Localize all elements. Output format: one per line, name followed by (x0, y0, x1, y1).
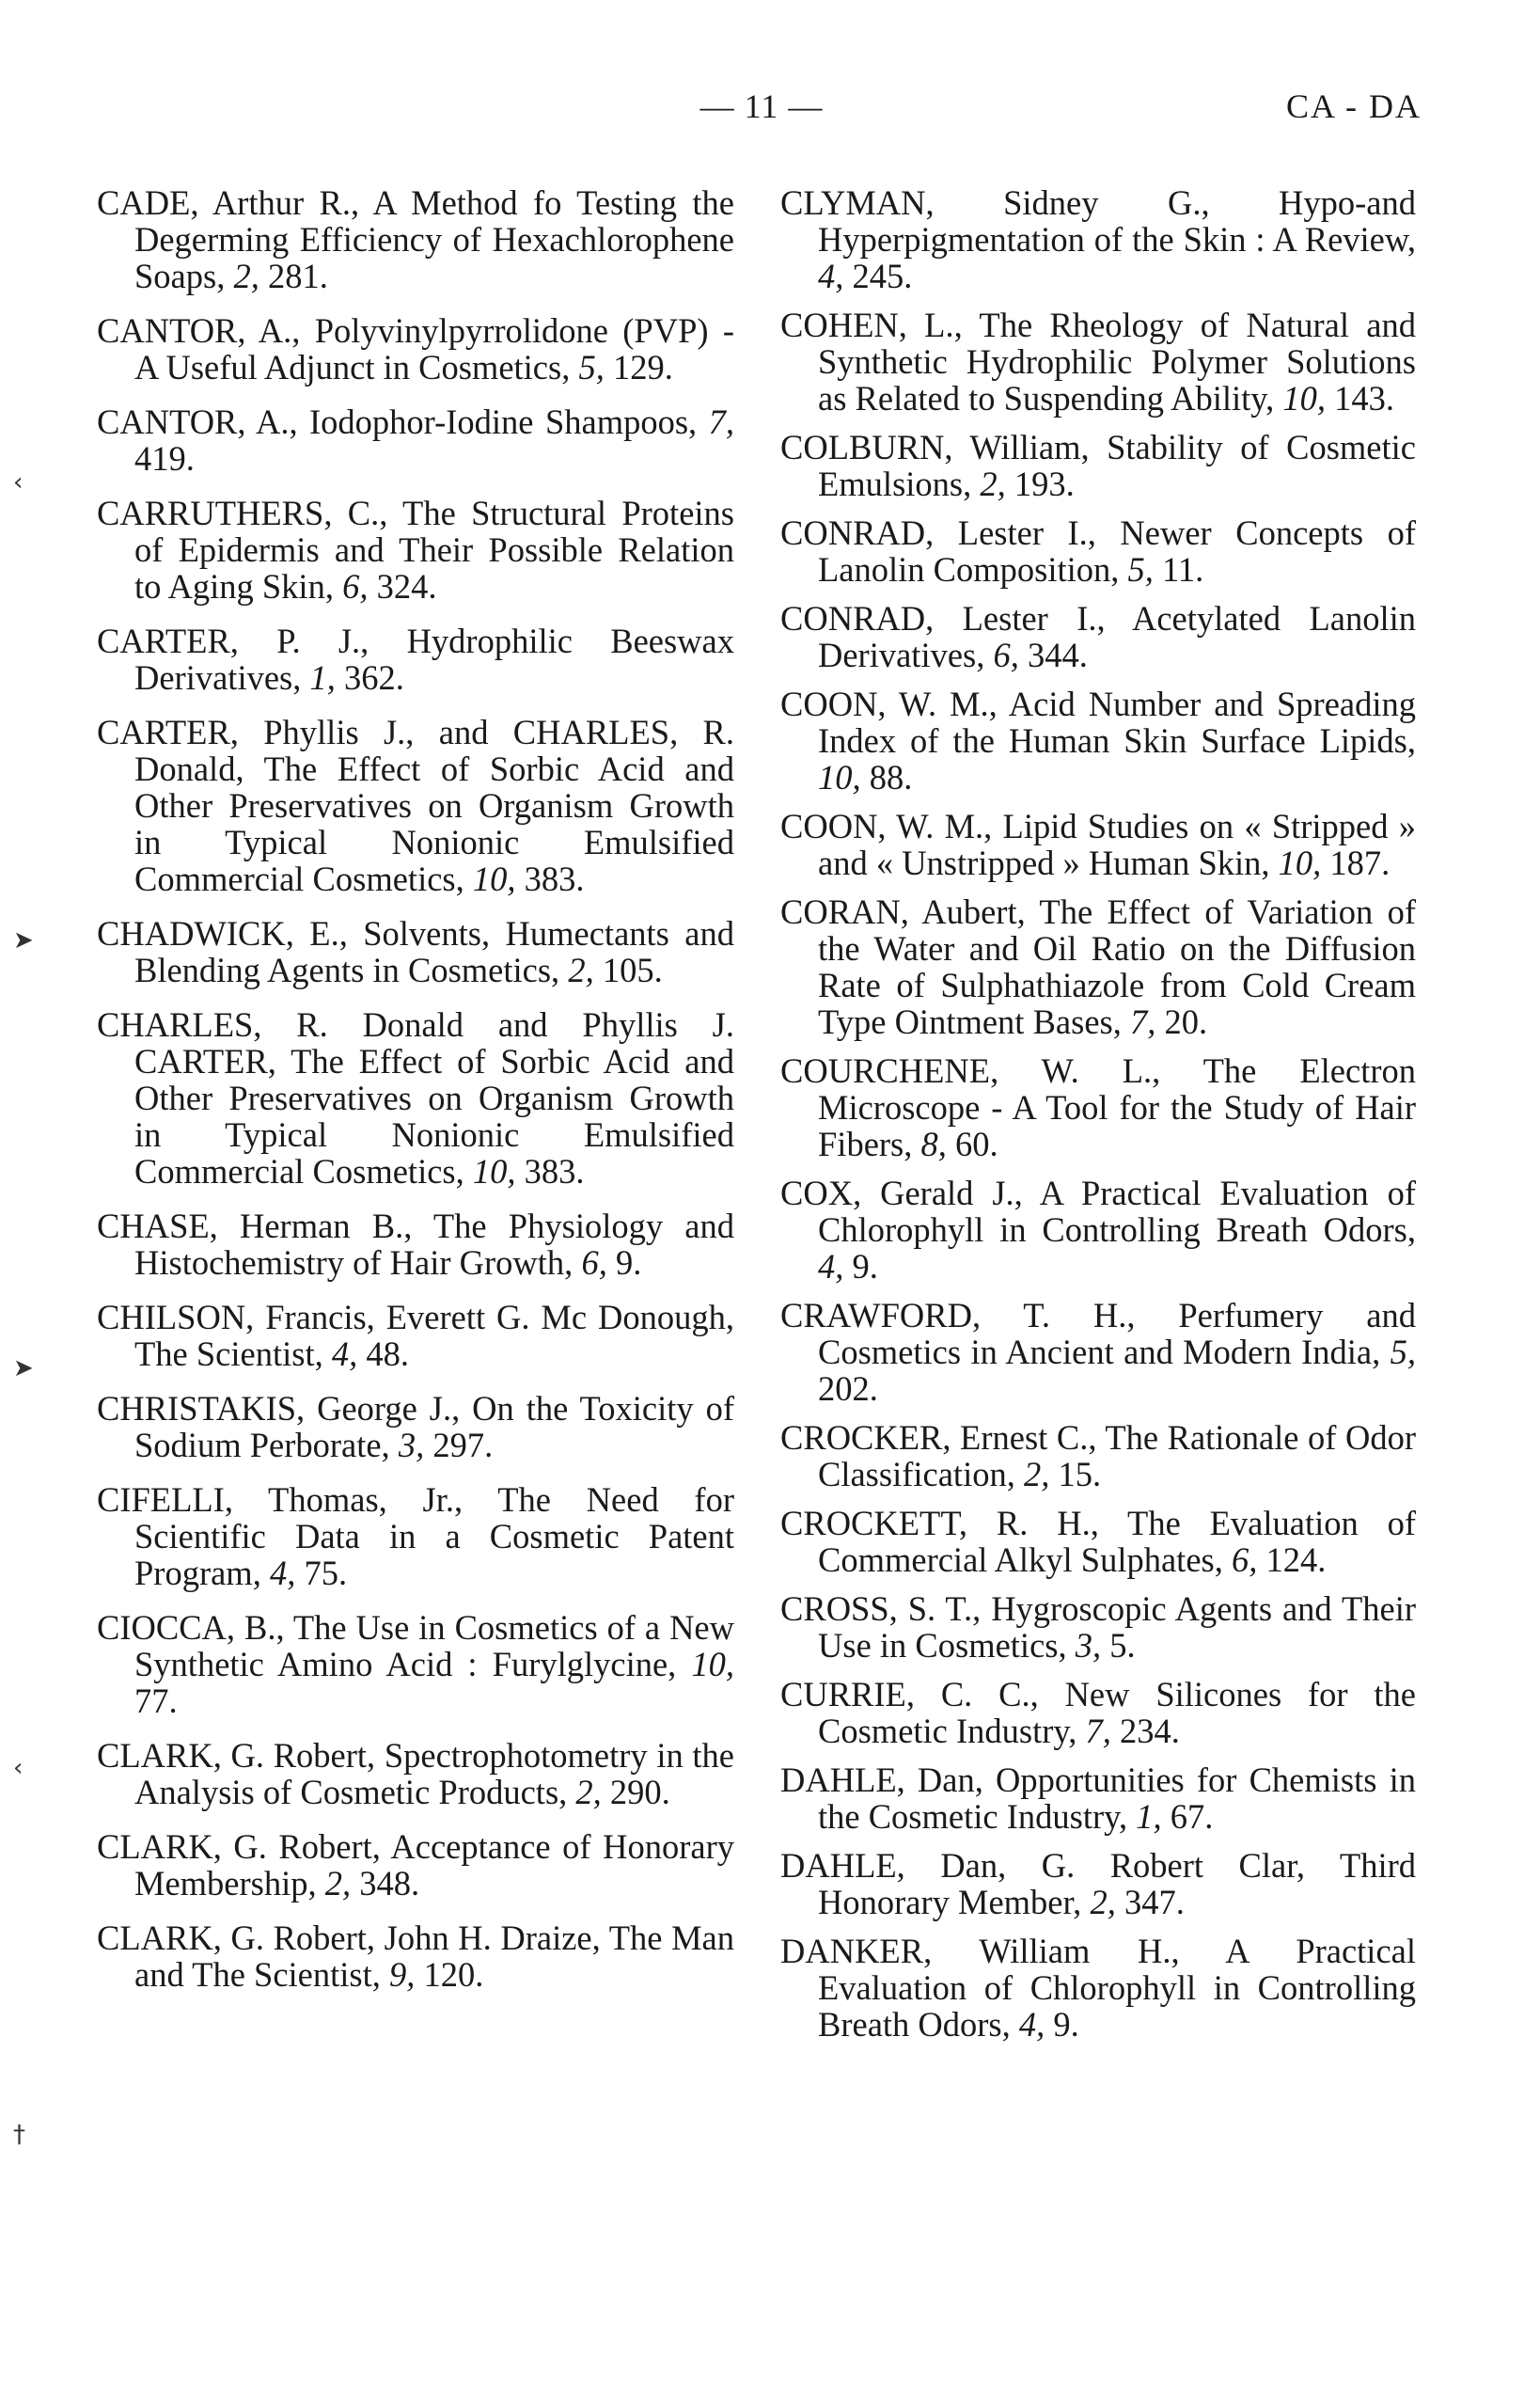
entry-volume: 4, (818, 257, 844, 295)
entry-volume: 7, (1085, 1712, 1111, 1750)
entry-page: 383. (515, 860, 585, 898)
entry-text: COON, W. M., Acid Number and Spreading Index of the Human Skin Surface Lipids, (780, 685, 1416, 760)
entry-text: CHILSON, Francis, Everett G. Mc Donough, The Scientist, (97, 1298, 734, 1373)
index-entry (780, 514, 1416, 588)
entry-page: 143. (1326, 379, 1395, 418)
entry-volume: 7, (708, 403, 734, 441)
entry-volume: 10, (472, 1152, 516, 1191)
index-entry (780, 1590, 1416, 1664)
entry-page: 281. (259, 257, 328, 295)
entry-text: CRAWFORD, T. H., Perfumery and Cosmetics in Ancient and Modern India, (780, 1296, 1416, 1371)
entry-text: CANTOR, A., Iodophor-Iodine Shampoos, (97, 403, 709, 441)
entry-text: CLYMAN, Sidney G., Hypo-and Hyperpigmentation of the Skin : A Review, (780, 183, 1416, 259)
entry-page: 48. (357, 1334, 409, 1373)
entry-text: CARTER, Phyllis J., and CHARLES, R. Donald, The Effect of Sorbic Acid and Other Preservatives on Organism Growth in Typical Nonionic Emulsified Commercial Cosmetics, (97, 713, 734, 898)
entry-page: 187. (1321, 844, 1391, 882)
entry-volume: 6, (993, 636, 1019, 674)
section-label: CA - DA (1285, 87, 1422, 125)
entry-volume: 2, (1090, 1883, 1116, 1921)
index-entry (97, 714, 734, 897)
entry-page: 9. (843, 1247, 878, 1286)
margin-mark: ‹ (13, 1754, 24, 1782)
index-entry (97, 184, 734, 294)
index-entry (97, 1828, 734, 1902)
entry-page: 124. (1257, 1540, 1327, 1579)
entry-text: DAHLE, Dan, G. Robert Clar, Third Honorary Member, (780, 1846, 1416, 1921)
index-entry (97, 1299, 734, 1372)
margin-mark: ‹ (13, 468, 24, 497)
entry-page: 20. (1155, 1003, 1208, 1041)
entry-volume: 2, (1023, 1455, 1050, 1493)
index-entry (97, 1481, 734, 1591)
entry-volume: 10, (1282, 379, 1327, 418)
entry-page: 105. (593, 951, 663, 989)
entry-text: CADE, Arthur R., A Method fo Testing the Degerming Efficiency of Hexachlorophene Soaps, (97, 183, 734, 295)
entry-text: COX, Gerald J., A Practical Evaluation of Chlorophyll in Controlling Breath Odors, (780, 1174, 1416, 1249)
index-entry (97, 1208, 734, 1281)
entry-page: 348. (351, 1864, 420, 1903)
entry-text: CURRIE, C. C., New Silicones for the Cosmetic Industry, (780, 1675, 1416, 1750)
entry-volume: 2, (568, 951, 594, 989)
entry-text: CORAN, Aubert, The Effect of Variation of the Water and Oil Ratio on the Diffusion Rate of Sulphathiazole from Cold Cream Type Ointment Bases, (780, 892, 1416, 1041)
index-entry (780, 1419, 1416, 1492)
entry-page: 419. (134, 439, 195, 478)
entry-volume: 8, (920, 1125, 947, 1163)
entry-page: 67. (1161, 1797, 1214, 1836)
index-entry (97, 1919, 734, 1993)
entry-volume: 5, (578, 348, 605, 387)
index-entry (97, 403, 734, 477)
entry-page: 9. (1045, 2005, 1079, 2044)
entry-volume: 10, (472, 860, 516, 898)
entry-page: 11. (1153, 550, 1204, 589)
entry-text: CROSS, S. T., Hygroscopic Agents and Their Use in Cosmetics, (780, 1589, 1416, 1665)
margin-mark: † (13, 2121, 25, 2149)
entry-page: 5. (1101, 1626, 1136, 1665)
entry-text: CHADWICK, E., Solvents, Humectants and Blending Agents in Cosmetics, (97, 914, 734, 989)
index-entry (97, 915, 734, 988)
entry-page: 290. (601, 1773, 670, 1811)
index-entry (780, 1676, 1416, 1749)
entry-volume: 2, (575, 1773, 602, 1811)
index-entry (780, 1505, 1416, 1578)
entry-volume: 2, (324, 1864, 352, 1903)
entry-page: 15. (1049, 1455, 1102, 1493)
entry-volume: 9, (389, 1955, 416, 1994)
entry-volume: 2, (233, 257, 259, 295)
index-entry (97, 1737, 734, 1810)
entry-volume: 2, (980, 465, 1006, 503)
entry-page: 77. (134, 1682, 178, 1720)
entry-page: 75. (295, 1554, 348, 1592)
index-entry (780, 1933, 1416, 2043)
entry-text: CHARLES, R. Donald and Phyllis J. CARTER, The Effect of Sorbic Acid and Other Preservatives on Organism Growth in Typical Nonionic Emulsified Commercial Cosmetics, (97, 1005, 734, 1191)
index-entry (780, 429, 1416, 502)
entry-volume: 7, (1129, 1003, 1156, 1041)
entry-volume: 3, (1075, 1626, 1102, 1665)
entry-volume: 1, (309, 658, 336, 697)
entry-volume: 10, (1278, 844, 1322, 882)
index-entry (97, 312, 734, 386)
index-entry (780, 1847, 1416, 1920)
entry-text: CROCKER, Ernest C., The Rationale of Odor Classification, (780, 1418, 1416, 1493)
page-number: — 11 — (699, 87, 824, 125)
entry-text: CLARK, G. Robert, John H. Draize, The Man and The Scientist, (97, 1918, 734, 1994)
entry-page: 362. (335, 658, 404, 697)
entry-volume: 10, (691, 1645, 734, 1683)
index-entry (780, 600, 1416, 673)
index-entry (780, 1297, 1416, 1407)
entry-text: DAHLE, Dan, Opportunities for Chemists in the Cosmetic Industry, (780, 1761, 1416, 1836)
entry-volume: 5, (1390, 1333, 1416, 1371)
entry-page: 234. (1110, 1712, 1180, 1750)
entry-volume: 5, (1127, 550, 1154, 589)
index-entry (780, 1761, 1416, 1835)
index-entry (780, 808, 1416, 881)
entry-volume: 10, (818, 758, 861, 797)
entry-page: 245. (843, 257, 913, 295)
entry-page: 202. (818, 1369, 878, 1408)
entry-volume: 6, (581, 1243, 607, 1282)
entry-text: COLBURN, William, Stability of Cosmetic Emulsions, (780, 428, 1416, 503)
index-entry (780, 686, 1416, 796)
entry-page: 60. (946, 1125, 998, 1163)
entry-text: CIOCCA, B., The Use in Cosmetics of a New Synthetic Amino Acid : Furylglycine, (97, 1608, 734, 1683)
entry-volume: 3, (398, 1426, 425, 1464)
entry-text: CIFELLI, Thomas, Jr., The Need for Scientific Data in a Cosmetic Patent Program, (97, 1480, 734, 1592)
entry-text: CLARK, G. Robert, Acceptance of Honorary Membership, (97, 1827, 734, 1903)
entry-text: COHEN, L., The Rheology of Natural and Synthetic Hydrophilic Polymer Solutions as Related to Suspending Ability, (780, 306, 1416, 418)
entry-text: COON, W. M., Lipid Studies on « Stripped » and « Unstripped » Human Skin, (780, 807, 1416, 882)
entry-volume: 6, (342, 567, 369, 606)
index-entry (780, 184, 1416, 294)
entry-text: CROCKETT, R. H., The Evaluation of Commercial Alkyl Sulphates, (780, 1504, 1416, 1579)
entry-text: CARTER, P. J., Hydrophilic Beeswax Derivatives, (97, 622, 734, 697)
index-column-right (780, 184, 1416, 2055)
entry-page: 193. (1005, 465, 1075, 503)
index-entry (97, 623, 734, 696)
entry-volume: 4, (331, 1334, 358, 1373)
index-column-left (97, 184, 734, 2011)
entry-volume: 4, (1018, 2005, 1045, 2044)
entry-text: CHRISTAKIS, George J., On the Toxicity of Sodium Perborate, (97, 1389, 734, 1464)
index-entry (780, 1052, 1416, 1162)
entry-text: DANKER, William H., A Practical Evaluation of Chlorophyll in Controlling Breath Odors, (780, 1932, 1416, 2044)
index-entry (780, 1175, 1416, 1285)
index-entry (97, 495, 734, 605)
entry-volume: 1, (1136, 1797, 1162, 1836)
entry-page: 129. (604, 348, 673, 387)
entry-page: 9. (606, 1243, 642, 1282)
entry-page: 88. (860, 758, 913, 797)
entry-text: CARRUTHERS, C., The Structural Proteins of Epidermis and Their Possible Relation to Aging Skin, (97, 494, 734, 606)
index-entry (97, 1006, 734, 1190)
index-entry (780, 893, 1416, 1040)
index-entry (97, 1390, 734, 1463)
entry-page: 120. (415, 1955, 484, 1994)
entry-text: COURCHENE, W. L., The Electron Microscope - A Tool for the Study of Hair Fibers, (780, 1051, 1416, 1163)
entry-text: CLARK, G. Robert, Spectrophotometry in the Analysis of Cosmetic Products, (97, 1736, 734, 1811)
entry-volume: 4, (818, 1247, 844, 1286)
entry-volume: 4, (269, 1554, 296, 1592)
entry-text: CANTOR, A., Polyvinylpyrrolidone (PVP) - A Useful Adjunct in Cosmetics, (97, 311, 734, 387)
entry-text: CONRAD, Lester I., Newer Concepts of Lanolin Composition, (780, 513, 1416, 589)
entry-page: 297. (424, 1426, 494, 1464)
margin-mark: ➤ (13, 926, 34, 955)
entry-page: 347. (1115, 1883, 1185, 1921)
entry-volume: 6, (1231, 1540, 1258, 1579)
entry-page: 344. (1018, 636, 1088, 674)
index-entry (97, 1609, 734, 1719)
entry-text: CONRAD, Lester I., Acetylated Lanolin Derivatives, (780, 599, 1416, 674)
entry-page: 324. (368, 567, 437, 606)
entry-text: CHASE, Herman B., The Physiology and Histochemistry of Hair Growth, (97, 1207, 734, 1282)
entry-page: 383. (515, 1152, 585, 1191)
margin-mark: ➤ (13, 1354, 34, 1382)
index-entry (780, 307, 1416, 417)
